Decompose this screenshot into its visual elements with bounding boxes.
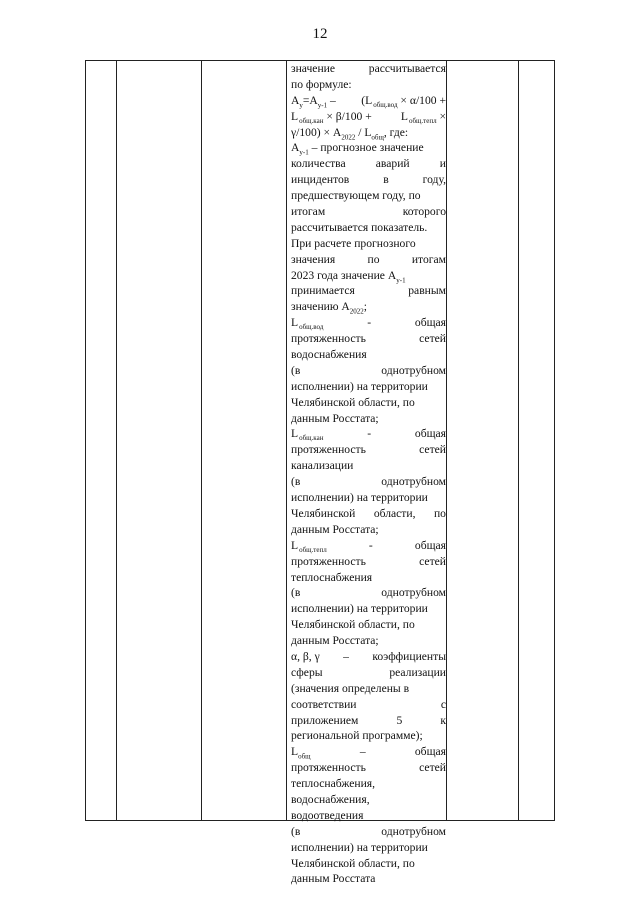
text-fragment: протяженность	[291, 332, 366, 346]
text-fragment: α, β, γ	[291, 649, 320, 663]
text-line	[291, 522, 446, 538]
text-fragment: году,	[422, 173, 446, 187]
column-divider	[116, 61, 117, 820]
text-fragment: к	[440, 713, 446, 727]
text-fragment	[373, 102, 397, 109]
text-line	[291, 268, 446, 284]
text-fragment: значения	[291, 252, 336, 266]
text-line	[291, 617, 446, 633]
text-fragment: Lобщ.вод	[291, 316, 324, 332]
text-fragment: сетей	[419, 443, 446, 457]
text-fragment: (Lобщ.вод × α/100 +	[361, 93, 446, 109]
text-line	[291, 728, 446, 744]
text-fragment: канализации	[291, 459, 354, 473]
text-fragment: рассчитывается	[368, 62, 446, 75]
text-fragment: вод	[313, 323, 324, 332]
text-line	[291, 156, 446, 172]
text-fragment: в	[383, 173, 389, 187]
text-fragment: водоотведения	[291, 808, 364, 822]
text-fragment: и	[439, 157, 446, 171]
text-fragment: Челябинской	[291, 506, 356, 520]
text-fragment: общ.	[373, 100, 388, 109]
text-line	[291, 538, 446, 554]
text-fragment: предшествующем году, по	[291, 189, 421, 203]
text-fragment: исполнении) на территории	[291, 379, 428, 393]
text-line	[291, 760, 446, 776]
text-fragment: кан	[313, 434, 324, 443]
text-line	[291, 776, 446, 792]
text-fragment: (значения определены в	[291, 681, 410, 695]
text-fragment: однотрубном	[381, 363, 446, 377]
text-fragment: общая	[414, 538, 446, 552]
text-fragment: приложением	[291, 713, 359, 727]
text-line	[291, 601, 446, 617]
formula-line-1	[291, 93, 446, 109]
text-line	[291, 840, 446, 856]
text-fragment: исполнении) на территории	[291, 840, 428, 854]
text-fragment: аварий	[375, 157, 410, 171]
text-fragment: водоснабжения	[291, 348, 367, 362]
text-fragment: -	[367, 427, 372, 441]
text-fragment: исполнении) на территории	[291, 491, 428, 505]
text-line	[291, 172, 446, 188]
text-fragment: данным Росстата	[291, 872, 376, 886]
text-fragment: общ.	[299, 116, 314, 125]
text-fragment	[409, 118, 437, 125]
text-line	[291, 871, 446, 887]
text-line	[291, 442, 446, 458]
text-line	[291, 188, 446, 204]
text-line	[291, 506, 446, 522]
text-fragment: сферы	[291, 665, 323, 679]
text-fragment: протяженность	[291, 443, 366, 457]
text-fragment: общ.	[299, 434, 314, 443]
page-number: 12	[312, 26, 328, 42]
text-fragment: 5	[396, 713, 403, 727]
text-fragment: кан	[313, 116, 324, 125]
text-line	[291, 665, 446, 681]
text-fragment: принимается	[291, 284, 355, 298]
text-fragment: вод	[387, 100, 398, 109]
text-fragment: –	[359, 745, 366, 759]
text-line	[291, 283, 446, 299]
text-fragment: Lобщ.тепл	[291, 538, 327, 554]
text-fragment: области,	[373, 506, 416, 520]
text-line	[291, 331, 446, 347]
text-line	[291, 347, 446, 363]
text-fragment: теплоснабжения,	[291, 777, 376, 791]
text-fragment: -	[367, 316, 372, 330]
text-fragment: тепл	[423, 116, 437, 125]
text-fragment: коэффициенты	[372, 649, 446, 663]
text-fragment: соответствии	[291, 697, 357, 711]
text-line	[291, 649, 446, 665]
formula-line-2	[291, 109, 446, 125]
text-fragment: (в	[291, 824, 301, 838]
text-fragment: протяженность	[291, 761, 366, 775]
text-fragment: данным Росстата;	[291, 522, 379, 536]
text-fragment: протяженность	[291, 554, 366, 568]
text-fragment: 2023 года значение $A_{y-1}$	[291, 268, 406, 284]
text-fragment: сетей	[419, 761, 446, 775]
text-line	[291, 315, 446, 331]
text-fragment: которого	[402, 205, 446, 219]
text-fragment: (в	[291, 586, 301, 600]
text-fragment: количества	[291, 157, 346, 171]
text-fragment: по	[433, 506, 446, 520]
text-line	[291, 236, 446, 252]
text-line	[291, 792, 446, 808]
text-fragment: общ.	[408, 116, 424, 125]
formula-line-3	[291, 125, 446, 141]
column-divider	[518, 61, 519, 820]
column-divider	[446, 61, 447, 820]
text-fragment: данным Росстата;	[291, 634, 379, 648]
text-fragment: итогам	[411, 252, 446, 266]
text-fragment: $L_{общ}$	[291, 745, 311, 761]
text-line	[291, 426, 446, 442]
text-line	[291, 713, 446, 729]
formula-description-cell	[291, 61, 446, 887]
text-fragment: равным	[408, 284, 446, 298]
text-fragment: $A_y=A_{y-1}$ –	[291, 93, 336, 110]
text-line	[291, 474, 446, 490]
text-fragment: тепл	[313, 545, 327, 554]
text-fragment: Lобщ.тепл ×	[400, 109, 446, 125]
table	[85, 60, 555, 886]
text-fragment: с	[440, 697, 446, 711]
text-fragment: Челябинской области, по	[291, 395, 415, 409]
text-line	[291, 395, 446, 411]
text-line	[291, 681, 446, 697]
text-line	[291, 570, 446, 586]
text-fragment: итогам	[291, 205, 326, 219]
text-fragment: $A_{y-1}$ – прогнозное значение	[291, 141, 424, 157]
text-line	[291, 585, 446, 601]
text-fragment: -	[368, 538, 373, 552]
text-fragment: При расчете прогнозного	[291, 236, 416, 250]
text-line	[291, 379, 446, 395]
text-fragment: сетей	[419, 554, 446, 568]
text-line	[291, 856, 446, 872]
text-line	[291, 61, 446, 77]
text-line	[291, 808, 446, 824]
text-fragment: региональной программе);	[291, 729, 423, 743]
text-fragment: общ.	[299, 323, 314, 332]
text-line	[291, 299, 446, 315]
text-fragment: рассчитывается показатель.	[291, 220, 428, 234]
text-line	[291, 554, 446, 570]
text-fragment: Lобщ.кан × β/100 +	[291, 109, 372, 125]
text-fragment: значение	[291, 62, 335, 75]
text-fragment: данным Росстата;	[291, 411, 379, 425]
text-line	[291, 411, 446, 427]
text-fragment: водоснабжения,	[291, 792, 370, 806]
text-fragment: теплоснабжения	[291, 570, 373, 584]
text-fragment: (в	[291, 475, 301, 489]
text-fragment: общая	[414, 316, 446, 330]
text-fragment: по формуле:	[291, 77, 352, 91]
text-line	[291, 204, 446, 220]
text-line	[291, 697, 446, 713]
text-fragment: Челябинской области, по	[291, 618, 415, 632]
text-fragment: значению $A_{2022}$;	[291, 300, 368, 316]
text-line	[291, 220, 446, 236]
text-line	[291, 458, 446, 474]
text-fragment: Lобщ.кан	[291, 427, 324, 443]
text-fragment: –	[343, 649, 349, 663]
text-fragment: сетей	[419, 332, 446, 346]
text-line	[291, 252, 446, 268]
text-line	[291, 633, 446, 649]
text-line	[291, 824, 446, 840]
text-fragment: реализации	[389, 665, 446, 679]
text-fragment: по	[367, 252, 380, 266]
text-fragment: инцидентов	[291, 173, 350, 187]
text-fragment: однотрубном	[381, 586, 446, 600]
text-line	[291, 490, 446, 506]
text-line	[291, 140, 446, 156]
column-divider	[286, 61, 287, 820]
text-fragment: общая	[414, 745, 446, 759]
text-line	[291, 744, 446, 760]
text-fragment: (в	[291, 363, 301, 377]
column-divider	[201, 61, 202, 820]
text-fragment: $\gamma/100) \times A_{2022} / L_{общ}$, где:	[291, 125, 409, 141]
text-fragment: общая	[414, 427, 446, 441]
text-fragment: однотрубном	[381, 475, 446, 489]
text-line	[291, 363, 446, 379]
text-fragment: общ.	[299, 545, 314, 554]
text-line	[291, 77, 446, 93]
text-fragment: однотрубном	[381, 824, 446, 838]
text-fragment: исполнении) на территории	[291, 602, 428, 616]
text-fragment: Челябинской области, по	[291, 856, 415, 870]
